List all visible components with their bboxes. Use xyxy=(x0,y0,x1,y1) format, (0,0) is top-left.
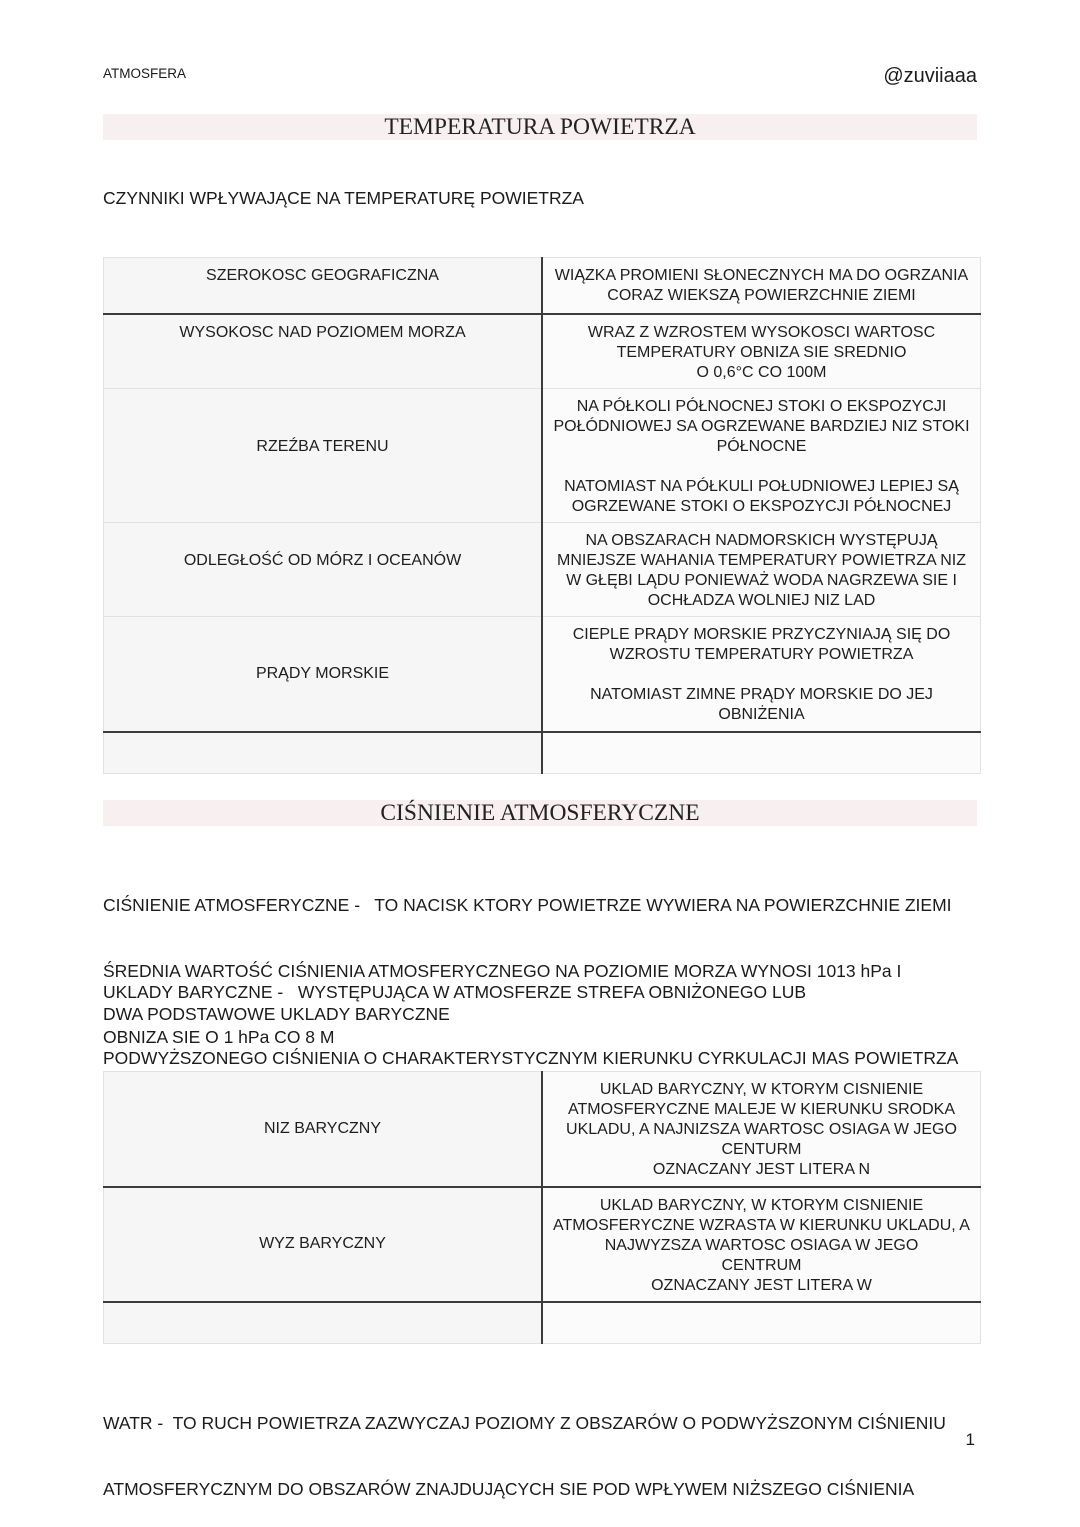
description-line: UKLAD BARYCZNY, W KTORYM CISNIENIE xyxy=(599,1081,924,1098)
description-line: NATOMIAST NA PÓŁKULI POŁUDNIOWEJ LEPIEJ SĄ xyxy=(564,478,959,495)
description-line: OZNACZANY JEST LITERA N xyxy=(652,1161,871,1178)
description-line: W GŁĘBI LĄDU PONIEWAŻ WODA NAGRZEWA SIE I xyxy=(566,572,957,589)
factor-cell xyxy=(104,1072,543,1187)
factor-cell xyxy=(104,258,543,314)
description-paragraph xyxy=(543,531,980,611)
empty-cell xyxy=(104,1302,543,1344)
description-line: OZNACZANY JEST LITERA W xyxy=(651,1276,872,1294)
section-title-bar xyxy=(103,800,977,826)
description-paragraph xyxy=(543,266,980,306)
table-row xyxy=(104,1187,981,1302)
description-line: PÓŁNOCNE xyxy=(716,438,807,455)
description-line: OGRZEWANE STOKI O EKSPOZYCJI PÓŁNOCNEJ xyxy=(571,498,952,515)
text-line: UKLADY BARYCZNE - WYSTĘPUJĄCA W ATMOSFERZE STREFA OBNIŻONEGO LUB xyxy=(103,982,807,1002)
table-row xyxy=(104,258,981,314)
page-number: 1 xyxy=(965,1430,975,1449)
factor-label: ODLEGŁOŚĆ OD MÓRZ I OCEANÓW xyxy=(183,551,462,569)
factor-cell xyxy=(104,389,543,523)
factor-cell xyxy=(104,523,543,617)
description-line: NA PÓŁKOLI PÓŁNOCNEJ STOKI O EKSPOZYCJI xyxy=(576,398,947,415)
section-title: TEMPERATURA POWIETRZA xyxy=(384,114,696,140)
factor-cell xyxy=(104,314,543,389)
empty-cell xyxy=(542,732,981,774)
description-paragraph xyxy=(543,323,980,383)
empty-table-row xyxy=(104,1302,981,1344)
section-subtitle: CZYNNIKI WPŁYWAJĄCE NA TEMPERATURĘ POWIETRZA xyxy=(103,188,584,208)
description-cell xyxy=(542,389,981,523)
description-paragraph xyxy=(543,685,980,725)
description-line: NATOMIAST ZIMNE PRĄDY MORSKIE DO JEJ xyxy=(590,686,933,703)
factor-label: WYSOKOSC NAD POZIOMEM MORZA xyxy=(179,323,466,341)
description-line: UKLADU, A NAJNIZSZA WARTOSC OSIAGA W JEGO xyxy=(566,1121,957,1138)
description-line: CORAZ WIEKSZĄ POWIERZCHNIE ZIEMI xyxy=(607,287,916,304)
temperature-factors-table xyxy=(103,257,981,774)
factor-label: RZEŹBA TERENU xyxy=(256,437,389,455)
description-line: UKLAD BARYCZNY, W KTORYM CISNIENIE xyxy=(599,1196,924,1214)
section-title: CIŚNIENIE ATMOSFERYCZNE xyxy=(380,800,700,826)
document-topic: ATMOSFERA xyxy=(103,66,187,81)
description-line: CENTRUM xyxy=(721,1256,802,1274)
table-row xyxy=(104,523,981,617)
factor-label: SZEROKOSC GEOGRAFICZNA xyxy=(206,267,439,284)
table-intro: DWA PODSTAWOWE UKLADY BARYCZNE xyxy=(103,1004,450,1024)
text-line: OBNIZA SIE O 1 hPa CO 8 M xyxy=(103,1027,335,1047)
text-line: CIŚNIENIE ATMOSFERYCZNE - TO NACISK KTORY POWIETRZE WYWIERA NA POWIERZCHNIE ZIEMI xyxy=(103,895,952,915)
description-paragraph xyxy=(543,477,980,517)
table-row xyxy=(104,389,981,523)
description-line: OBNIŻENIA xyxy=(718,706,805,723)
baric-systems-table xyxy=(103,1071,981,1344)
description-line: WZROSTU TEMPERATURY POWIETRZA xyxy=(609,646,914,663)
factor-cell xyxy=(104,1187,543,1302)
description-line: O 0,6°C CO 100M xyxy=(696,363,827,381)
factor-cell xyxy=(104,617,543,732)
description-cell xyxy=(542,523,981,617)
empty-cell xyxy=(104,732,543,774)
factor-label: NIZ BARYCZNY xyxy=(263,1119,382,1137)
author-handle: @zuviiaaa xyxy=(883,65,977,87)
description-paragraph xyxy=(543,397,980,457)
description-line: OCHŁADZA WOLNIEJ NIZ LAD xyxy=(647,592,876,609)
text-line: ATMOSFERYCZNYM DO OBSZARÓW ZNAJDUJĄCYCH SIE POD WPŁYWEM NIŻSZEGO CIŚNIENIA xyxy=(103,1479,915,1499)
text-line: ŚREDNIA WARTOŚĆ CIŚNIENIA ATMOSFERYCZNEGO NA POZIOMIE MORZA WYNOSI 1013 hPa I xyxy=(103,961,902,981)
description-line: WIĄZKA PROMIENI SŁONECZNYCH MA DO OGRZANIA xyxy=(554,267,969,284)
description-paragraph xyxy=(543,1080,980,1180)
description-cell xyxy=(542,258,981,314)
table-row xyxy=(104,1072,981,1187)
description-line: CENTURM xyxy=(721,1141,802,1158)
description-cell xyxy=(542,1187,981,1302)
description-paragraph xyxy=(543,1196,980,1296)
description-cell xyxy=(542,314,981,389)
section-title-bar xyxy=(103,114,977,140)
description-paragraph xyxy=(543,625,980,665)
factor-label: PRĄDY MORSKIE xyxy=(255,664,390,682)
wind-definition xyxy=(103,1368,946,1527)
table-row xyxy=(104,617,981,732)
description-line: ATMOSFERYCZNE MALEJE W KIERUNKU SRODKA xyxy=(567,1101,955,1118)
text-line: WATR - TO RUCH POWIETRZA ZAZWYCZAJ POZIOMY Z OBSZARÓW O PODWYŻSZONYM CIŚNIENIU xyxy=(103,1413,946,1433)
table-row xyxy=(104,314,981,389)
empty-table-row xyxy=(104,732,981,774)
text-line: PODWYŻSZONEGO CIŚNIENIA O CHARAKTERYSTYCZNYM KIERUNKU CYRKULACJI MAS POWIETRZA xyxy=(103,1048,959,1068)
description-line: TEMPERATURY OBNIZA SIE SREDNIO xyxy=(616,343,907,361)
description-line: POŁÓDNIOWEJ SA OGRZEWANE BARDZIEJ NIZ STOKI xyxy=(553,418,970,435)
description-line: MNIEJSZE WAHANIA TEMPERATURY POWIETRZA NIZ xyxy=(557,552,966,569)
description-line: CIEPLE PRĄDY MORSKIE PRZYCZYNIAJĄ SIĘ DO xyxy=(572,626,951,643)
description-line: NAJWYZSZA WARTOSC OSIAGA W JEGO xyxy=(604,1236,919,1254)
description-cell xyxy=(542,617,981,732)
empty-cell xyxy=(542,1302,981,1344)
factor-label: WYZ BARYCZNY xyxy=(259,1235,386,1252)
description-line: NA OBSZARACH NADMORSKICH WYSTĘPUJĄ xyxy=(585,532,938,549)
description-line: WRAZ Z WZROSTEM WYSOKOSCI WARTOSC xyxy=(587,323,936,341)
description-cell xyxy=(542,1072,981,1187)
description-line: ATMOSFERYCZNE WZRASTA W KIERUNKU UKLADU, A xyxy=(553,1216,970,1234)
